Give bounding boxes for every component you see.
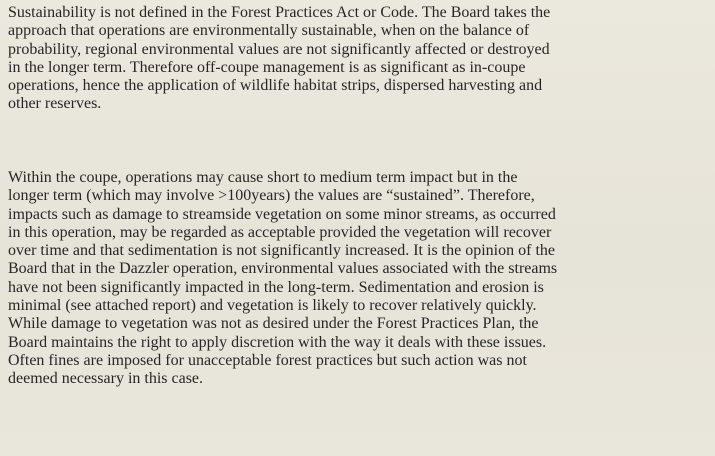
text-line: approach that operations are environmentally sustainable, when on the balance of [8,22,530,40]
text-line: Board that in the Dazzler operation, environmental values associated with the streams [8,260,558,278]
text-line: While damage to vegetation was not as desired under the Forest Practices Plan, the [8,315,539,333]
text-line: Board maintains the right to apply discretion with the way it deals with these issues. [8,333,547,351]
paragraph-coupe-impacts [8,169,713,389]
text-line: impacts such as damage to streamside vegetation on some minor streams, as occurred [8,205,556,223]
text-line: minimal (see attached report) and vegetation is likely to recover relatively quickly. [8,297,537,315]
text-line: in the longer term. Therefore off-coupe management is as significant as in-coupe [8,58,526,76]
text-line: have not been significantly impacted in the long-term. Sedimentation and erosion is [8,278,544,296]
text-line: in this operation, may be regarded as acceptable provided the vegetation will recover [8,223,552,241]
text-line: operations, hence the application of wildlife habitat strips, dispersed harvesting and [8,77,543,95]
paragraph-sustainability-definition [8,4,713,114]
text-line: over time and that sedimentation is not significantly increased. It is the opinion of the [8,242,555,260]
text-line: Within the coupe, operations may cause short to medium term impact but in the [8,169,518,186]
text-line: longer term (which may involve >100years) the values are “sustained”. Therefore, [8,187,535,205]
text-line: probability, regional environmental values are not significantly affected or destroyed [8,40,550,58]
text-line: other reserves. [8,95,102,113]
text-line: Often fines are imposed for unacceptable forest practices but such action was not [8,351,527,369]
text-line: Sustainability is not defined in the Forest Practices Act or Code. The Board takes the [8,4,551,21]
text-line: deemed necessary in this case. [8,370,204,388]
